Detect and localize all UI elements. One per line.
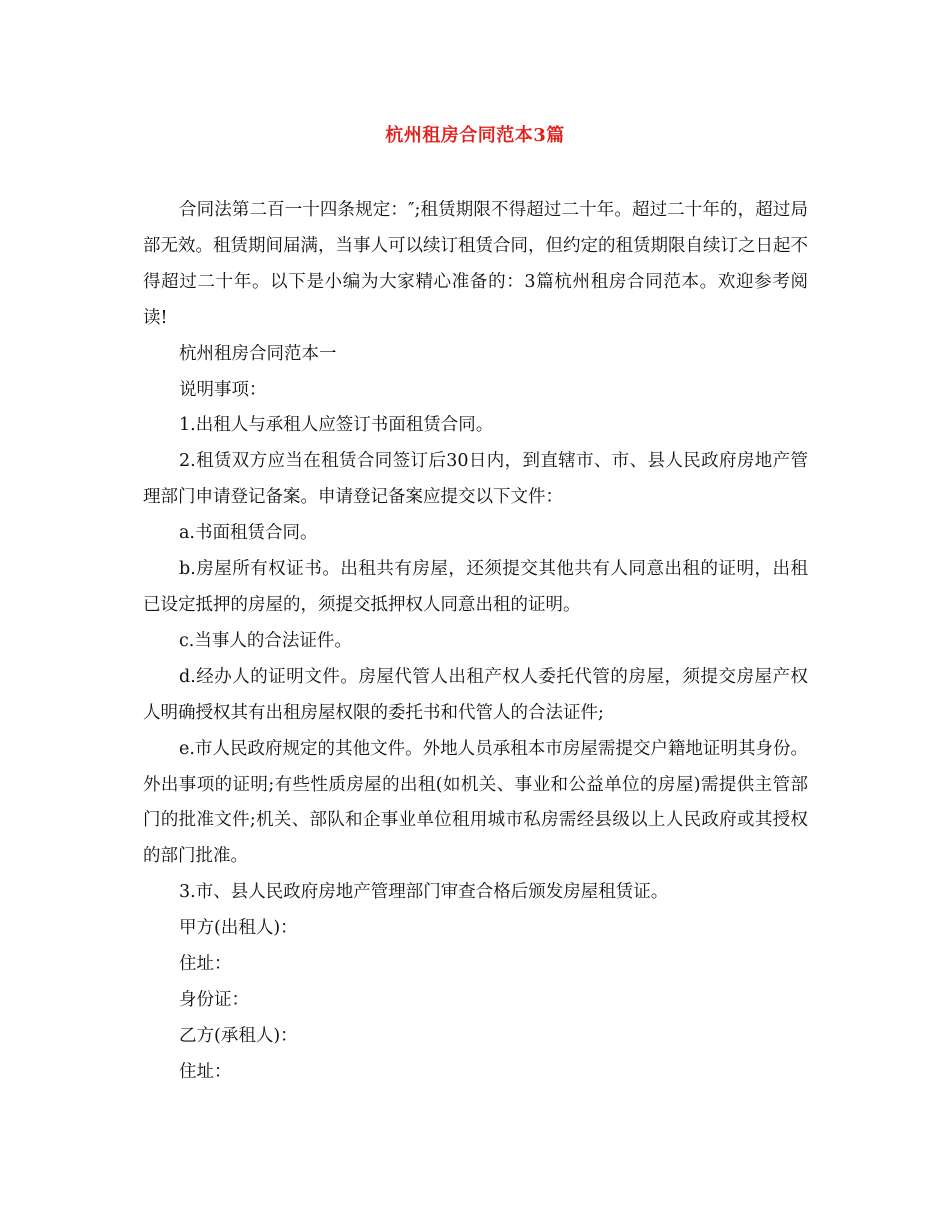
lessor-label: 甲方(出租人)：	[179, 918, 298, 939]
document-body	[143, 193, 808, 1091]
paragraph: 2.租赁双方应当在租赁合同签订后30日内，到直辖市、市、县人民政府房地产管理部门申请登记备案。申请登记备案应提交以下文件：	[143, 451, 808, 508]
paragraph: a.书面租赁合同。	[179, 523, 318, 544]
paragraph: 1.出租人与承租人应签订书面租赁合同。	[179, 415, 494, 436]
paragraph: d.经办人的证明文件。房屋代管人出租产权人委托代管的房屋，须提交房屋产权人明确授权其有出租房屋权限的委托书和代管人的合法证件;	[143, 666, 808, 723]
paragraph: b.房屋所有权证书。出租共有房屋，还须提交其他共有人同意出租的证明，出租已设定抵押的房屋的，须提交抵押权人同意出租的证明。	[143, 559, 808, 615]
address-label: 住址：	[179, 1061, 232, 1082]
paragraph: 3.市、县人民政府房地产管理部门审查合格后颁发房屋租赁证。	[179, 882, 669, 903]
address-label: 住址：	[179, 954, 232, 975]
notes-heading: 说明事项：	[179, 379, 267, 400]
section-heading: 杭州租房合同范本一	[179, 343, 337, 364]
paragraph: e.市人民政府规定的其他文件。外地人员承租本市房屋需提交户籍地证明其身份。外出事项的证明;有些性质房屋的出租(如机关、事业和公益单位的房屋)需提供主管部门的批准文件;机关、部队和企事业单位租用城市私房需经县级以上人民政府或其授权的部门批准。	[143, 738, 808, 867]
intro-paragraph: 合同法第二百一十四条规定：″;租赁期限不得超过二十年。超过二十年的，超过局部无效。租赁期间届满，当事人可以续订租赁合同，但约定的租赁期限自续订之日起不得超过二十年。以下是小编为大家精心准备的：3篇杭州租房合同范本。欢迎参考阅读!	[143, 200, 808, 328]
lessee-label: 乙方(承租人)：	[179, 1025, 298, 1046]
paragraph: c.当事人的合法证件。	[179, 630, 352, 651]
page-title: 杭州租房合同范本3篇	[385, 125, 565, 146]
id-card-label: 身份证：	[179, 989, 249, 1010]
